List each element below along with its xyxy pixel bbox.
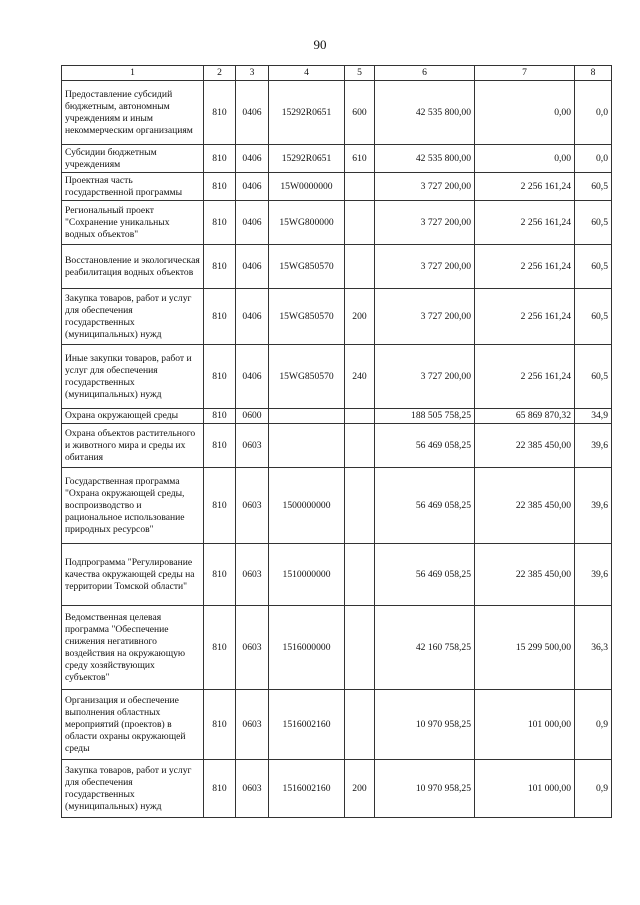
cell-planned-amount: 3 727 200,00: [375, 201, 475, 245]
row-name: Закупка товаров, работ и услуг для обеспечения государственных (муниципальных) нужд: [62, 760, 204, 818]
cell-target-article: [269, 409, 345, 424]
cell-executed-amount: 22 385 450,00: [475, 468, 575, 544]
cell-section: 0603: [236, 606, 269, 690]
column-header: 4: [269, 66, 345, 81]
cell-executed-amount: 22 385 450,00: [475, 544, 575, 606]
cell-target-article: 15292R0651: [269, 81, 345, 145]
row-name: Региональный проект "Сохранение уникальных водных объектов": [62, 201, 204, 245]
row-name: Иные закупки товаров, работ и услуг для обеспечения государственных (муниципальных) нужд: [62, 345, 204, 409]
cell-executed-amount: 0,00: [475, 145, 575, 173]
cell-department: 810: [204, 690, 236, 760]
row-name: Субсидии бюджетным учреждениям: [62, 145, 204, 173]
cell-department: 810: [204, 606, 236, 690]
table-row: [62, 245, 612, 289]
cell-department: 810: [204, 409, 236, 424]
table-row: [62, 468, 612, 544]
table-row: [62, 145, 612, 173]
cell-target-article: 15WG850570: [269, 345, 345, 409]
cell-expense-type: 610: [345, 145, 375, 173]
cell-percent: 39,6: [575, 468, 612, 544]
cell-planned-amount: 188 505 758,25: [375, 409, 475, 424]
cell-department: 810: [204, 145, 236, 173]
cell-section: 0406: [236, 81, 269, 145]
table-row: [62, 424, 612, 468]
cell-planned-amount: 56 469 058,25: [375, 424, 475, 468]
cell-percent: 0,9: [575, 760, 612, 818]
row-name: Проектная часть государственной программы: [62, 173, 204, 201]
row-name: Охрана окружающей среды: [62, 409, 204, 424]
cell-planned-amount: 3 727 200,00: [375, 245, 475, 289]
row-name: Организация и обеспечение выполнения областных мероприятий (проектов) в области охраны окружающей среды: [62, 690, 204, 760]
cell-executed-amount: 101 000,00: [475, 760, 575, 818]
cell-expense-type: 200: [345, 289, 375, 345]
cell-target-article: 15WG800000: [269, 201, 345, 245]
row-name: Подпрограмма "Регулирование качества окружающей среды на территории Томской области": [62, 544, 204, 606]
cell-department: 810: [204, 468, 236, 544]
cell-section: 0603: [236, 690, 269, 760]
cell-planned-amount: 42 160 758,25: [375, 606, 475, 690]
cell-section: 0406: [236, 201, 269, 245]
cell-planned-amount: 3 727 200,00: [375, 289, 475, 345]
cell-planned-amount: 10 970 958,25: [375, 760, 475, 818]
cell-section: 0603: [236, 424, 269, 468]
cell-executed-amount: 65 869 870,32: [475, 409, 575, 424]
cell-percent: 60,5: [575, 345, 612, 409]
cell-target-article: 1510000000: [269, 544, 345, 606]
cell-percent: 36,3: [575, 606, 612, 690]
cell-section: 0603: [236, 760, 269, 818]
cell-executed-amount: 2 256 161,24: [475, 345, 575, 409]
column-header: 8: [575, 66, 612, 81]
cell-executed-amount: 15 299 500,00: [475, 606, 575, 690]
cell-expense-type: [345, 409, 375, 424]
cell-section: 0600: [236, 409, 269, 424]
cell-department: 810: [204, 760, 236, 818]
cell-section: 0406: [236, 173, 269, 201]
cell-planned-amount: 42 535 800,00: [375, 145, 475, 173]
cell-department: 810: [204, 424, 236, 468]
cell-section: 0603: [236, 544, 269, 606]
table-row: [62, 345, 612, 409]
page-number: 90: [313, 37, 327, 52]
cell-executed-amount: 2 256 161,24: [475, 245, 575, 289]
cell-expense-type: [345, 424, 375, 468]
cell-planned-amount: 10 970 958,25: [375, 690, 475, 760]
cell-target-article: 15WG850570: [269, 289, 345, 345]
cell-planned-amount: 56 469 058,25: [375, 468, 475, 544]
table-row: [62, 409, 612, 424]
cell-department: 810: [204, 173, 236, 201]
cell-expense-type: [345, 173, 375, 201]
cell-target-article: 1516002160: [269, 690, 345, 760]
table-body: [62, 81, 612, 818]
table-row: [62, 544, 612, 606]
table-row: [62, 760, 612, 818]
table-row: [62, 289, 612, 345]
cell-planned-amount: 42 535 800,00: [375, 81, 475, 145]
cell-percent: 39,6: [575, 544, 612, 606]
cell-target-article: 1516002160: [269, 760, 345, 818]
column-header: 1: [62, 66, 204, 81]
cell-target-article: [269, 424, 345, 468]
cell-planned-amount: 56 469 058,25: [375, 544, 475, 606]
cell-expense-type: [345, 201, 375, 245]
column-header: 3: [236, 66, 269, 81]
cell-target-article: 15292R0651: [269, 145, 345, 173]
cell-percent: 60,5: [575, 289, 612, 345]
cell-planned-amount: 3 727 200,00: [375, 345, 475, 409]
cell-executed-amount: 22 385 450,00: [475, 424, 575, 468]
cell-executed-amount: 2 256 161,24: [475, 173, 575, 201]
cell-department: 810: [204, 544, 236, 606]
cell-planned-amount: 3 727 200,00: [375, 173, 475, 201]
table-row: [62, 173, 612, 201]
cell-percent: 39,6: [575, 424, 612, 468]
budget-table: [61, 65, 612, 818]
cell-executed-amount: 2 256 161,24: [475, 289, 575, 345]
cell-expense-type: [345, 606, 375, 690]
row-name: Восстановление и экологическая реабилитация водных объектов: [62, 245, 204, 289]
cell-percent: 60,5: [575, 245, 612, 289]
cell-percent: 60,5: [575, 201, 612, 245]
cell-section: 0406: [236, 145, 269, 173]
cell-expense-type: [345, 245, 375, 289]
table-row: [62, 690, 612, 760]
row-name: Государственная программа "Охрана окружающей среды, воспроизводство и рациональное использование природных ресурсов": [62, 468, 204, 544]
cell-department: 810: [204, 201, 236, 245]
cell-department: 810: [204, 289, 236, 345]
table-row: [62, 606, 612, 690]
cell-expense-type: [345, 690, 375, 760]
row-name: Закупка товаров, работ и услуг для обеспечения государственных (муниципальных) нужд: [62, 289, 204, 345]
table-row: [62, 201, 612, 245]
row-name: Ведомственная целевая программа "Обеспечение снижения негативного воздействия на окружающую среду хозяйствующих субъектов": [62, 606, 204, 690]
cell-department: 810: [204, 245, 236, 289]
header-row: [62, 66, 612, 81]
row-name: Охрана объектов растительного и животного мира и среды их обитания: [62, 424, 204, 468]
cell-percent: 60,5: [575, 173, 612, 201]
cell-target-article: 1500000000: [269, 468, 345, 544]
cell-department: 810: [204, 81, 236, 145]
cell-section: 0406: [236, 289, 269, 345]
cell-executed-amount: 2 256 161,24: [475, 201, 575, 245]
cell-executed-amount: 0,00: [475, 81, 575, 145]
cell-section: 0406: [236, 245, 269, 289]
cell-section: 0406: [236, 345, 269, 409]
cell-target-article: 15W0000000: [269, 173, 345, 201]
cell-target-article: 15WG850570: [269, 245, 345, 289]
row-name: Предоставление субсидий бюджетным, автономным учреждениям и иным некоммерческим организациям: [62, 81, 204, 145]
cell-percent: 0,0: [575, 81, 612, 145]
cell-expense-type: 600: [345, 81, 375, 145]
cell-percent: 0,9: [575, 690, 612, 760]
column-header: 2: [204, 66, 236, 81]
cell-expense-type: 240: [345, 345, 375, 409]
table-row: [62, 81, 612, 145]
cell-expense-type: [345, 468, 375, 544]
cell-target-article: 1516000000: [269, 606, 345, 690]
cell-executed-amount: 101 000,00: [475, 690, 575, 760]
cell-percent: 0,0: [575, 145, 612, 173]
column-header: 5: [345, 66, 375, 81]
cell-department: 810: [204, 345, 236, 409]
column-header: 7: [475, 66, 575, 81]
column-header: 6: [375, 66, 475, 81]
cell-section: 0603: [236, 468, 269, 544]
cell-percent: 34,9: [575, 409, 612, 424]
cell-expense-type: 200: [345, 760, 375, 818]
cell-expense-type: [345, 544, 375, 606]
